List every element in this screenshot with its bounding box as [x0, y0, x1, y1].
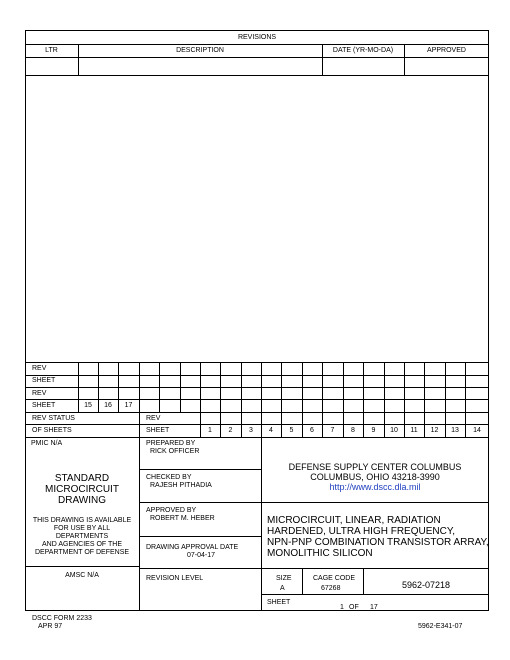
pmic-label: PMIC N/A	[31, 440, 63, 447]
standard-drawing-line: DRAWING	[58, 495, 106, 506]
sheet-number: 9	[371, 427, 376, 434]
availability-line: THIS DRAWING IS AVAILABLE	[32, 517, 132, 524]
sheet-number: 2	[228, 427, 233, 434]
sheet-label-1: SHEET	[32, 377, 56, 384]
sheet-number: 1	[208, 427, 212, 434]
sheet-number: 12	[430, 427, 439, 434]
sheet-number: 3	[249, 427, 253, 434]
rev-label-3: REV	[146, 415, 161, 422]
approval-date-value: 07-04-17	[187, 552, 216, 559]
availability-line: DEPARTMENTS	[55, 533, 109, 540]
sheet-number: 6	[310, 427, 314, 434]
revisions-title: REVISIONS	[237, 34, 277, 41]
sheet-footer-total: 17	[370, 604, 378, 611]
prepared-by-name: RICK OFFICER	[150, 448, 200, 455]
checked-by-label: CHECKED BY	[146, 474, 192, 481]
standard-drawing-line: STANDARD	[54, 473, 110, 484]
of-sheets-label: OF SHEETS	[32, 427, 72, 434]
drawing-title-line: NPN-PNP COMBINATION TRANSISTOR ARRAY,	[267, 537, 489, 548]
sheet-footer-of: OF	[349, 604, 359, 611]
sheet-number: 5	[289, 427, 294, 434]
sheet-number: 17	[124, 402, 133, 409]
drawing-number: 5962-07218	[401, 580, 451, 590]
availability-line: DEPARTMENT OF DEFENSE	[34, 549, 130, 556]
sheet-number: 8	[351, 427, 355, 434]
size-label: SIZE	[276, 575, 292, 582]
form-info-line: APR 97	[38, 623, 63, 630]
availability-line: FOR USE BY ALL	[53, 525, 111, 532]
sheet-number: 7	[330, 427, 335, 434]
drawing-title-line: MONOLITHIC SILICON	[267, 548, 373, 559]
sheet-number: 4	[269, 427, 273, 434]
rev-label-1: REV	[32, 365, 47, 372]
drawing-title-line: HARDENED, ULTRA HIGH FREQUENCY,	[267, 526, 455, 537]
checked-by-name: RAJESH PITHADIA	[150, 482, 212, 489]
sheet-number: 11	[410, 427, 418, 434]
drawing-title-line: MICROCIRCUIT, LINEAR, RADIATION	[267, 515, 441, 526]
availability-line: AND AGENCIES OF THE	[42, 541, 122, 548]
sheet-label-2: SHEET	[32, 402, 56, 409]
sheet-label-3: SHEET	[146, 427, 170, 434]
sheet-number: 16	[104, 402, 112, 409]
rev-label-2: REV	[32, 390, 47, 397]
approved-by-label: APPROVED BY	[146, 507, 197, 514]
col-date: DATE (YR-MO-DA)	[332, 47, 394, 54]
standard-drawing-line: MICROCIRCUIT	[45, 484, 119, 495]
cage-code-value: 67268	[321, 585, 341, 592]
col-ltr: LTR	[45, 47, 58, 54]
agency-url-link[interactable]: http://www.dscc.dla.mil	[329, 482, 421, 492]
sheet-number: 13	[451, 427, 459, 434]
amsc-label: AMSC N/A	[65, 572, 99, 579]
cage-code-label: CAGE CODE	[313, 575, 356, 582]
revision-level-label: REVISION LEVEL	[146, 575, 204, 582]
sheet-footer-current: 1	[340, 604, 344, 611]
prepared-by-label: PREPARED BY	[146, 440, 196, 447]
sheet-number: 10	[390, 427, 398, 434]
approved-by-name: ROBERT M. HEBER	[150, 515, 215, 522]
sheet-footer-label: SHEET	[267, 599, 291, 606]
form-info-line: DSCC FORM 2233	[32, 615, 92, 622]
rev-status-label: REV STATUS	[32, 415, 75, 422]
agency-address: COLUMBUS, OHIO 43218-3990	[310, 472, 440, 482]
form-number: 5962-E341-07	[418, 623, 463, 630]
col-approved: APPROVED	[427, 47, 466, 54]
sheet-number: 15	[84, 402, 92, 409]
agency-name: DEFENSE SUPPLY CENTER COLUMBUS	[288, 462, 462, 472]
size-value: A	[280, 585, 285, 592]
sheet-number: 14	[473, 427, 481, 434]
approval-date-label: DRAWING APPROVAL DATE	[146, 544, 239, 551]
col-description: DESCRIPTION	[176, 47, 224, 54]
